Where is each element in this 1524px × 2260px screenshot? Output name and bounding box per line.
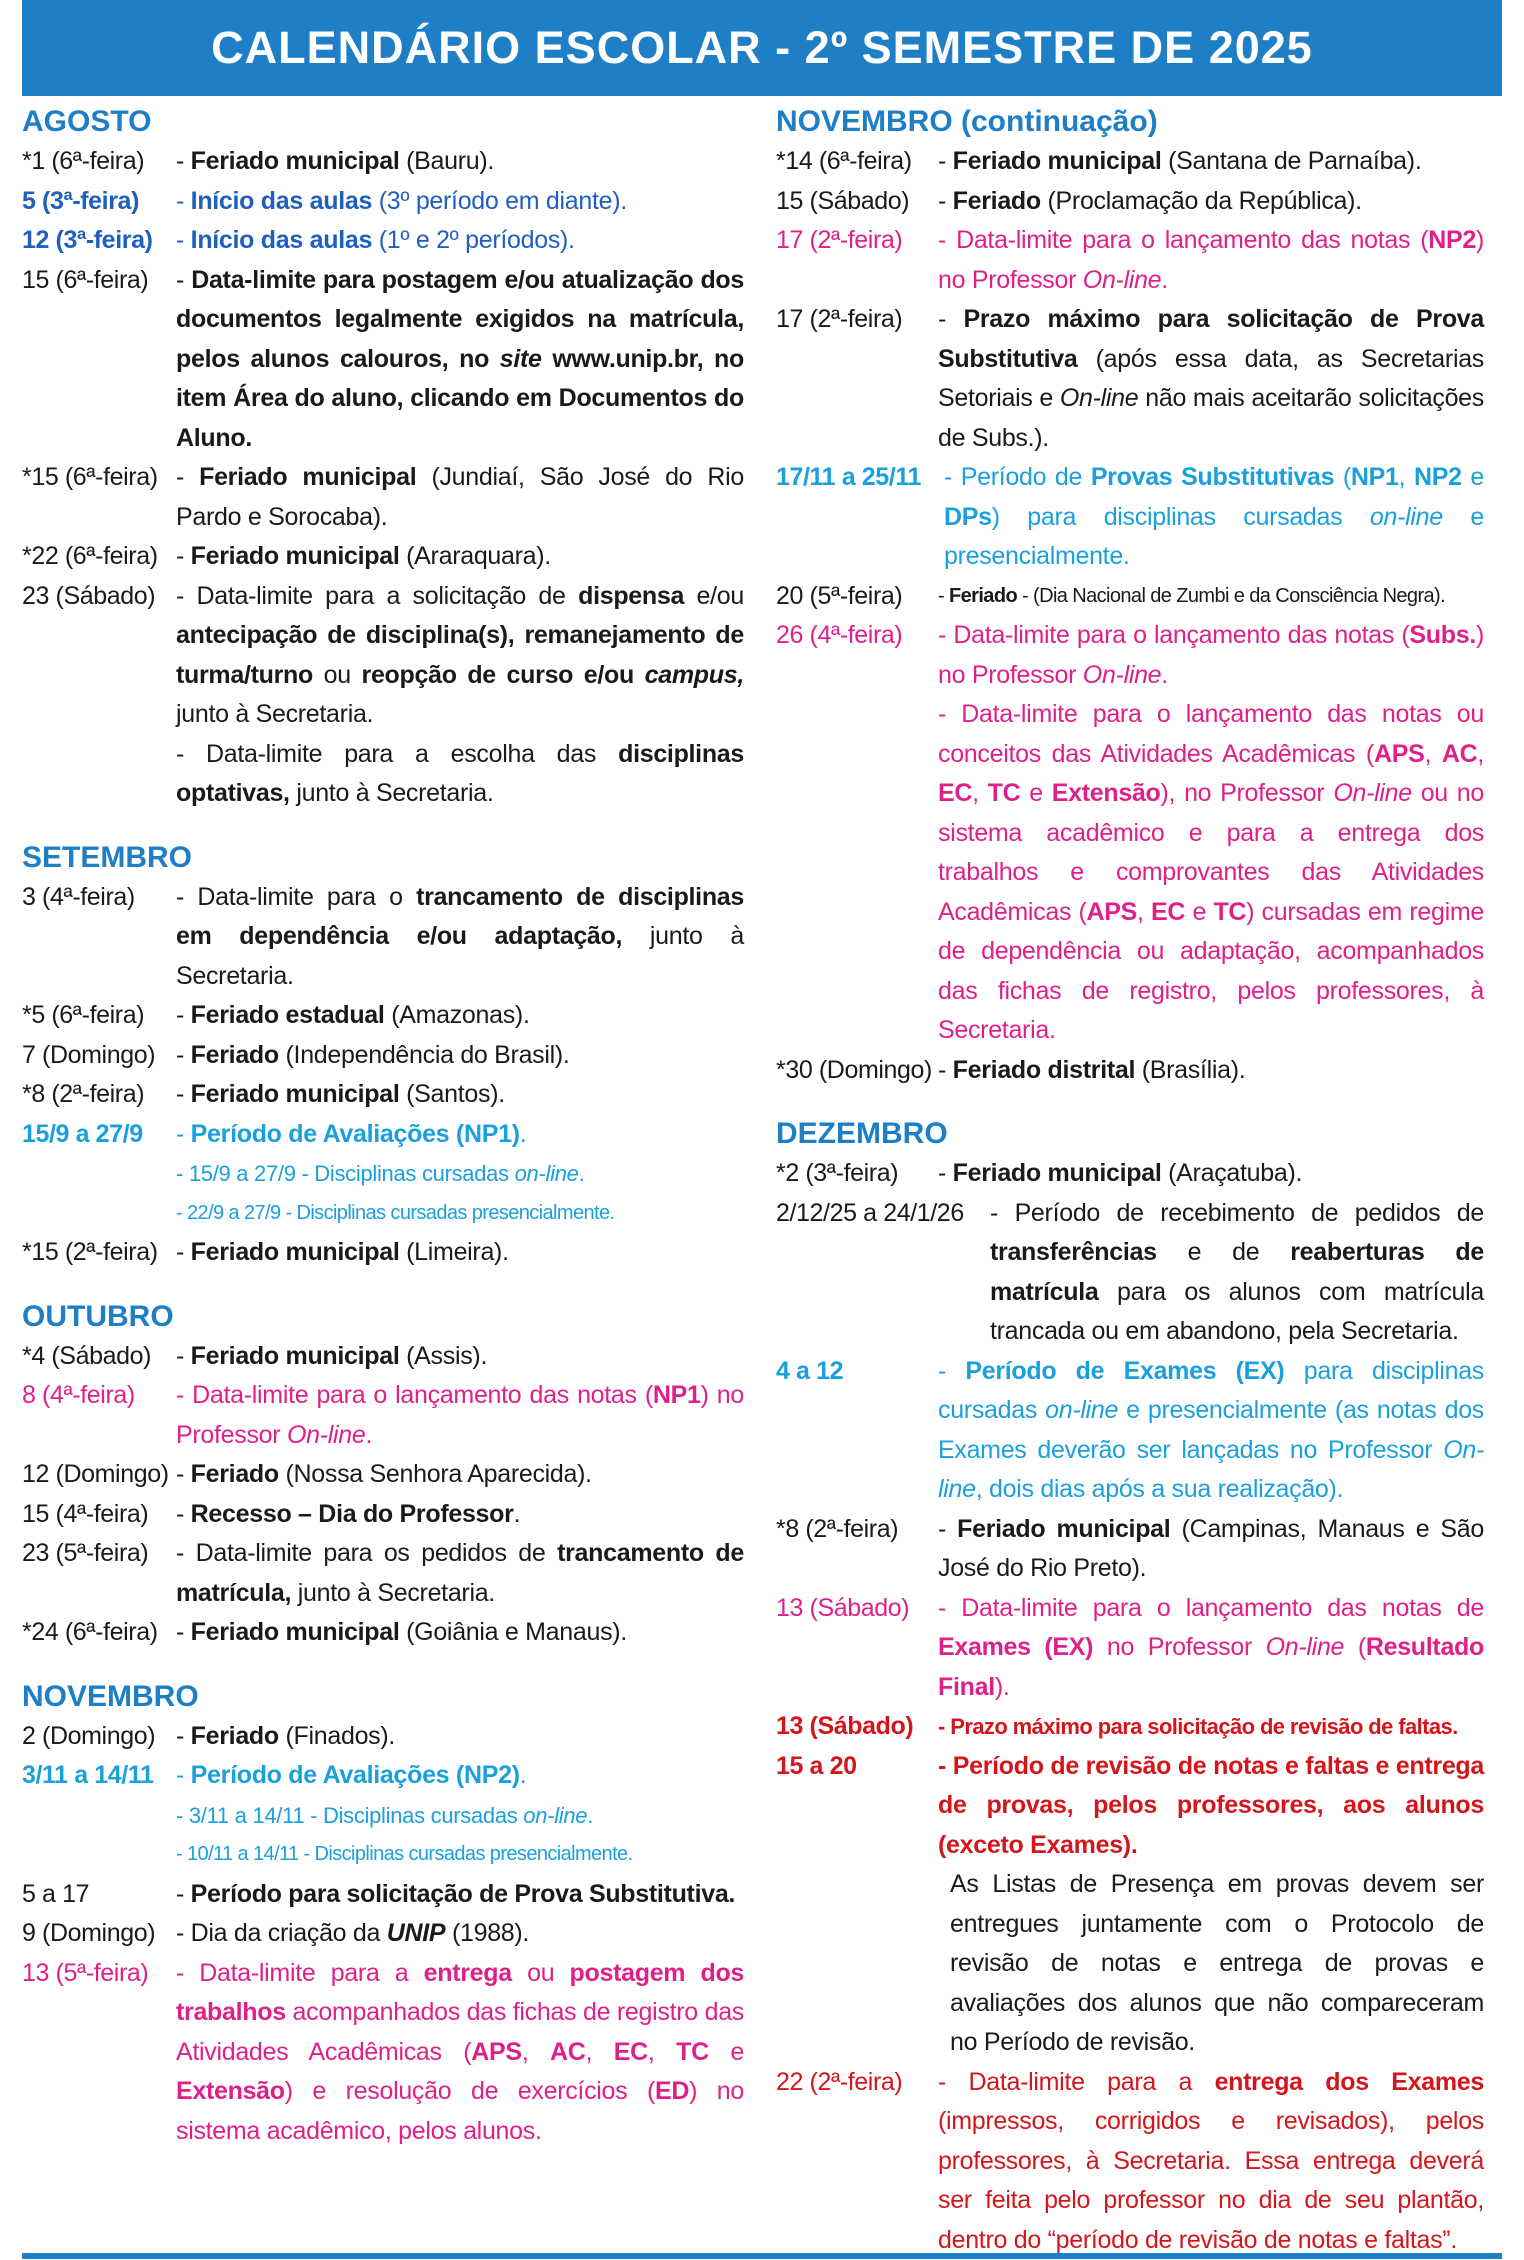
calendar-entry xyxy=(776,1589,1484,1708)
entry-date: 3/11 a 14/11 xyxy=(22,1756,176,1796)
entry-date: 17/11 a 25/11 xyxy=(776,458,944,577)
entry-description: - Início das aulas (3º período em diante). xyxy=(176,182,744,222)
entry-date: 22 (2ª-feira) xyxy=(776,2063,938,2260)
entry-description: - Feriado (Proclamação da República). xyxy=(938,182,1484,222)
entry-date: 17 (2ª-feira) xyxy=(776,300,938,458)
left-column xyxy=(22,100,744,2151)
entry-date: 5 a 17 xyxy=(22,1875,176,1915)
entry-description: - Feriado municipal (Campinas, Manaus e São José do Rio Preto). xyxy=(938,1510,1484,1589)
calendar-entry xyxy=(22,735,744,814)
calendar-entry xyxy=(22,142,744,182)
entry-date: 3 (4ª-feira) xyxy=(22,878,176,997)
calendar-entry xyxy=(22,1796,744,1836)
calendar-entry xyxy=(22,1613,744,1653)
calendar-entry xyxy=(776,1194,1484,1352)
entry-date xyxy=(22,1796,176,1836)
calendar-entry xyxy=(776,300,1484,458)
entry-date: 23 (5ª-feira) xyxy=(22,1534,176,1613)
entry-date: *1 (6ª-feira) xyxy=(22,142,176,182)
entry-date: *5 (6ª-feira) xyxy=(22,996,176,1036)
calendar-entry xyxy=(776,577,1484,617)
entry-date: 2/12/25 a 24/1/26 xyxy=(776,1194,990,1352)
calendar-entry xyxy=(22,1194,744,1234)
entry-date: *2 (3ª-feira) xyxy=(776,1154,938,1194)
calendar-entry xyxy=(776,182,1484,222)
entry-description: - Prazo máximo para solicitação de Prova Substitutiva (após essa data, as Secretarias Setoriais e On-line não mais aceitarão solicitações de Subs.). xyxy=(938,300,1484,458)
entry-description: - Feriado municipal (Santos). xyxy=(176,1075,744,1115)
calendar-entry xyxy=(776,1154,1484,1194)
calendar-entry xyxy=(22,458,744,537)
calendar-entry xyxy=(22,1233,744,1273)
calendar-entry xyxy=(22,1875,744,1915)
calendar-entry xyxy=(776,1352,1484,1510)
calendar-entry xyxy=(22,1914,744,1954)
entry-description: - 3/11 a 14/11 - Disciplinas cursadas on-line. xyxy=(176,1796,744,1836)
entry-description: - Dia da criação da UNIP (1988). xyxy=(176,1914,744,1954)
entry-description: - 15/9 a 27/9 - Disciplinas cursadas on-line. xyxy=(176,1154,744,1194)
entry-date: 15 (4ª-feira) xyxy=(22,1495,176,1535)
entry-date: 7 (Domingo) xyxy=(22,1036,176,1076)
calendar-entry xyxy=(22,1756,744,1796)
entry-description: - Recesso – Dia do Professor. xyxy=(176,1495,744,1535)
entry-date: 20 (5ª-feira) xyxy=(776,577,938,617)
entry-date: 17 (2ª-feira) xyxy=(776,221,938,300)
entry-date: *14 (6ª-feira) xyxy=(776,142,938,182)
calendar-entry xyxy=(22,1337,744,1377)
entry-description: - Data-limite para o lançamento das notas (NP1) no Professor On-line. xyxy=(176,1376,744,1455)
calendar-entry xyxy=(22,1495,744,1535)
entry-description: - Feriado municipal (Araçatuba). xyxy=(938,1154,1484,1194)
entry-description: - Feriado (Nossa Senhora Aparecida). xyxy=(176,1455,744,1495)
calendar-entry xyxy=(22,1954,744,2152)
month-heading-agosto: AGOSTO xyxy=(22,104,744,140)
calendar-entry xyxy=(776,142,1484,182)
entry-date: 13 (Sábado) xyxy=(776,1707,938,1747)
calendar-entry xyxy=(22,1455,744,1495)
entry-date: *15 (6ª-feira) xyxy=(22,458,176,537)
entry-description: - Período de revisão de notas e faltas e entrega de provas, pelos professores, aos alunos (exceto Exames). xyxy=(938,1747,1484,1866)
entry-description: - Período de Exames (EX) para disciplinas cursadas on-line e presencialmente (as notas dos Exames deverão ser lançadas no Professor On-line, dois dias após a sua realização). xyxy=(938,1352,1484,1510)
month-heading-outubro: OUTUBRO xyxy=(22,1299,744,1335)
calendar-entry xyxy=(22,996,744,1036)
entry-date: 2 (Domingo) xyxy=(22,1717,176,1757)
page-header xyxy=(22,0,1502,96)
entry-description: - Data-limite para postagem e/ou atualização dos documentos legalmente exigidos na matrícula, pelos alunos calouros, no site www.unip.br, no item Área do aluno, clicando em Documentos do Aluno. xyxy=(176,261,744,459)
entry-date xyxy=(22,1194,176,1234)
entry-description: - Prazo máximo para solicitação de revisão de faltas. xyxy=(938,1707,1484,1747)
entry-description: - Data-limite para o lançamento das notas (NP2) no Professor On-line. xyxy=(938,221,1484,300)
entry-date: 12 (3ª-feira) xyxy=(22,221,176,261)
calendar-entry xyxy=(22,1717,744,1757)
entry-date: 13 (5ª-feira) xyxy=(22,1954,176,2152)
entry-description: - Data-limite para o trancamento de disciplinas em dependência e/ou adaptação, junto à Secretaria. xyxy=(176,878,744,997)
entry-description: - Feriado - (Dia Nacional de Zumbi e da Consciência Negra). xyxy=(938,577,1484,617)
entry-description: - Feriado distrital (Brasília). xyxy=(938,1051,1484,1091)
entry-date: 15 (6ª-feira) xyxy=(22,261,176,459)
entry-description: - Feriado municipal (Limeira). xyxy=(176,1233,744,1273)
calendar-entry xyxy=(22,1154,744,1194)
entry-description: - Data-limite para o lançamento das notas ou conceitos das Atividades Acadêmicas (APS, AC, EC, TC e Extensão), no Professor On-line ou no sistema acadêmico e para a entrega dos trabalhos e comprovantes das Atividades Acadêmicas (APS, EC e TC) cursadas em regime de dependência ou adaptação, acompanhados das fichas de registro, pelos professores, à Secretaria. xyxy=(938,695,1484,1051)
entry-date xyxy=(22,735,176,814)
entry-description: - Data-limite para a entrega dos Exames (impressos, corrigidos e revisados), pelos professores, à Secretaria. Essa entrega deverá ser feita pelo professor no dia de seu plantão, dentro do “período de revisão de notas e faltas”. xyxy=(938,2063,1484,2260)
entry-description: - Período de Avaliações (NP1). xyxy=(176,1115,744,1155)
page-title: CALENDÁRIO ESCOLAR - 2º SEMESTRE DE 2025 xyxy=(211,22,1313,74)
entry-description: - Feriado municipal (Assis). xyxy=(176,1337,744,1377)
entry-date xyxy=(22,1154,176,1194)
entry-date: 13 (Sábado) xyxy=(776,1589,938,1708)
entry-description: - 22/9 a 27/9 - Disciplinas cursadas presencialmente. xyxy=(176,1194,744,1234)
bottom-rule xyxy=(22,2253,1502,2259)
month-heading-dezembro: DEZEMBRO xyxy=(776,1116,1484,1152)
calendar-entry xyxy=(776,695,1484,1051)
calendar-entry xyxy=(776,1051,1484,1091)
entry-description: - Feriado municipal (Santana de Parnaíba). xyxy=(938,142,1484,182)
calendar-entry xyxy=(22,221,744,261)
entry-date: *8 (2ª-feira) xyxy=(22,1075,176,1115)
calendar-entry xyxy=(22,1534,744,1613)
entry-description: - Data-limite para o lançamento das notas (Subs.) no Professor On-line. xyxy=(938,616,1484,695)
entry-description: - 10/11 a 14/11 - Disciplinas cursadas presencialmente. xyxy=(176,1835,744,1875)
entry-date xyxy=(776,695,938,1051)
entry-date: *24 (6ª-feira) xyxy=(22,1613,176,1653)
month-heading-novembro-continuacao: NOVEMBRO (continuação) xyxy=(776,104,1484,140)
calendar-entry xyxy=(776,2063,1484,2260)
entry-date: 26 (4ª-feira) xyxy=(776,616,938,695)
calendar-entry xyxy=(22,1115,744,1155)
entry-date: 15 a 20 xyxy=(776,1747,938,1866)
entry-date: 23 (Sábado) xyxy=(22,577,176,735)
calendar-entry xyxy=(22,537,744,577)
entry-description: - Início das aulas (1º e 2º períodos). xyxy=(176,221,744,261)
right-column xyxy=(776,100,1484,2260)
entry-description: - Feriado estadual (Amazonas). xyxy=(176,996,744,1036)
calendar-entry xyxy=(22,1036,744,1076)
calendar-entry xyxy=(22,878,744,997)
entry-date: 4 a 12 xyxy=(776,1352,938,1510)
calendar-entry xyxy=(22,1075,744,1115)
entry-date: 5 (3ª-feira) xyxy=(22,182,176,222)
calendar-entry-note xyxy=(776,1865,1484,2063)
entry-description: - Feriado (Finados). xyxy=(176,1717,744,1757)
month-heading-novembro: NOVEMBRO xyxy=(22,1679,744,1715)
entry-description: - Feriado municipal (Goiânia e Manaus). xyxy=(176,1613,744,1653)
entry-description: - Feriado (Independência do Brasil). xyxy=(176,1036,744,1076)
calendar-entry xyxy=(776,616,1484,695)
entry-date xyxy=(22,1835,176,1875)
entry-date: *30 (Domingo) xyxy=(776,1051,938,1091)
entry-date: 8 (4ª-feira) xyxy=(22,1376,176,1455)
entry-description: - Feriado municipal (Jundiaí, São José do Rio Pardo e Sorocaba). xyxy=(176,458,744,537)
entry-date: *8 (2ª-feira) xyxy=(776,1510,938,1589)
calendar-entry xyxy=(22,1835,744,1875)
entry-date xyxy=(776,1865,938,2063)
entry-description: - Período para solicitação de Prova Substitutiva. xyxy=(176,1875,744,1915)
entry-note: As Listas de Presença em provas devem ser entregues juntamente com o Protocolo de revisão de notas e entrega de provas e avaliações dos alunos que não compareceram no Período de revisão. xyxy=(938,1865,1484,2063)
entry-description: - Data-limite para a escolha das disciplinas optativas, junto à Secretaria. xyxy=(176,735,744,814)
entry-description: - Feriado municipal (Araraquara). xyxy=(176,537,744,577)
entry-date: *22 (6ª-feira) xyxy=(22,537,176,577)
entry-date: *15 (2ª-feira) xyxy=(22,1233,176,1273)
entry-description: - Data-limite para os pedidos de trancamento de matrícula, junto à Secretaria. xyxy=(176,1534,744,1613)
entry-date: 12 (Domingo) xyxy=(22,1455,176,1495)
calendar-entry xyxy=(776,1510,1484,1589)
calendar-entry xyxy=(22,577,744,735)
entry-date: 9 (Domingo) xyxy=(22,1914,176,1954)
entry-description: - Data-limite para o lançamento das notas de Exames (EX) no Professor On-line (Resultado Final). xyxy=(938,1589,1484,1708)
entry-description: - Período de Provas Substitutivas (NP1, NP2 e DPs) para disciplinas cursadas on-line e presencialmente. xyxy=(944,458,1484,577)
entry-description: - Feriado municipal (Bauru). xyxy=(176,142,744,182)
calendar-entry xyxy=(776,1707,1484,1747)
entry-description: - Período de recebimento de pedidos de transferências e de reaberturas de matrícula para os alunos com matrícula trancada ou em abandono, pela Secretaria. xyxy=(990,1194,1484,1352)
entry-description: - Data-limite para a solicitação de dispensa e/ou antecipação de disciplina(s), remanejamento de turma/turno ou reopção de curso e/ou campus, junto à Secretaria. xyxy=(176,577,744,735)
calendar-entry xyxy=(776,458,1484,577)
calendar-entry xyxy=(22,1376,744,1455)
calendar-entry xyxy=(776,1747,1484,1866)
entry-description: - Período de Avaliações (NP2). xyxy=(176,1756,744,1796)
entry-date: 15 (Sábado) xyxy=(776,182,938,222)
calendar-entry xyxy=(22,261,744,459)
entry-date: *4 (Sábado) xyxy=(22,1337,176,1377)
calendar-entry xyxy=(22,182,744,222)
calendar-entry xyxy=(776,221,1484,300)
month-heading-setembro: SETEMBRO xyxy=(22,840,744,876)
entry-date: 15/9 a 27/9 xyxy=(22,1115,176,1155)
entry-description: - Data-limite para a entrega ou postagem dos trabalhos acompanhados das fichas de registro das Atividades Acadêmicas (APS, AC, EC, TC e Extensão) e resolução de exercícios (ED) no sistema acadêmico, pelos alunos. xyxy=(176,1954,744,2152)
